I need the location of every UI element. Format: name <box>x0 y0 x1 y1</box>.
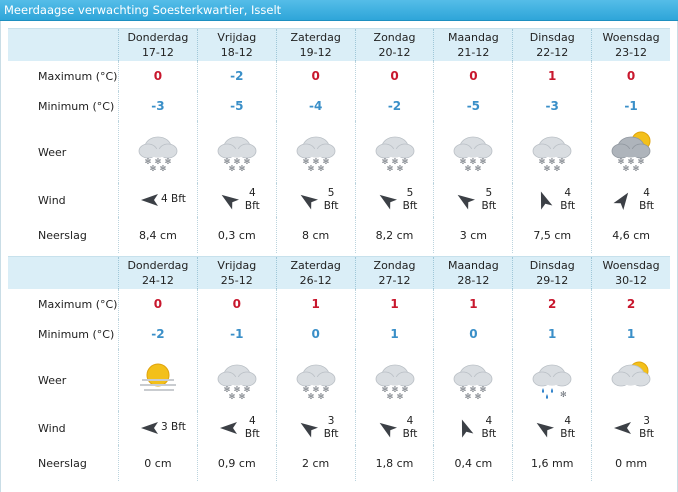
svg-text:✻: ✻ <box>396 392 403 401</box>
day-date: 24-12 <box>141 274 174 287</box>
day-header <box>591 257 670 289</box>
day-header <box>197 257 276 289</box>
wind-label: Wind <box>38 193 66 207</box>
day-name: Maandag <box>448 259 499 272</box>
weather-label: Weer <box>38 145 67 159</box>
wind-arrow-icon <box>218 417 240 439</box>
day-date: 30-12 <box>615 274 648 287</box>
svg-text:✻: ✻ <box>322 385 329 394</box>
day-name: Zaterdag <box>290 259 341 272</box>
wind-arrow-icon <box>454 189 476 211</box>
max-temp-value: 0 <box>311 69 320 83</box>
max-temp-value: 0 <box>469 69 478 83</box>
wind-force: 5 Bft <box>481 187 497 212</box>
svg-text:✻: ✻ <box>381 157 388 166</box>
svg-text:✻: ✻ <box>164 157 172 166</box>
svg-text:✻: ✻ <box>386 392 393 401</box>
svg-text:✻: ✻ <box>391 157 398 166</box>
sun-snow-icon <box>607 129 655 175</box>
max-temp-value: 0 <box>232 297 241 311</box>
min-temp-value: -3 <box>151 99 165 113</box>
svg-text:✻: ✻ <box>381 385 388 394</box>
max-temp-value: 1 <box>390 297 399 311</box>
wind-force: 4 Bft <box>560 415 576 440</box>
rain-icon <box>528 357 576 403</box>
day-header-row <box>8 256 670 289</box>
forecast-week-2 <box>8 256 670 481</box>
min-temp-value: 0 <box>311 327 320 341</box>
sun-cloud-icon <box>607 357 655 403</box>
svg-text:✻: ✻ <box>460 385 467 394</box>
min-temp-value: 0 <box>469 327 478 341</box>
svg-text:✻: ✻ <box>632 164 640 173</box>
svg-text:✻: ✻ <box>465 392 472 401</box>
snow-icon <box>213 129 261 175</box>
svg-text:✻: ✻ <box>480 157 487 166</box>
precipitation-value: 8,2 cm <box>375 228 414 242</box>
max-temp-row <box>8 289 670 319</box>
snow-icon <box>134 129 182 175</box>
day-date: 27-12 <box>378 274 411 287</box>
svg-text:✻: ✻ <box>460 157 467 166</box>
forecast-week-1 <box>8 28 670 253</box>
day-header <box>197 29 276 61</box>
wind-arrow-icon <box>533 189 555 211</box>
weather-row <box>8 349 670 411</box>
precipitation-value: 0 mm <box>615 456 648 470</box>
precipitation-value: 0,4 cm <box>454 456 493 470</box>
svg-text:✻: ✻ <box>401 157 408 166</box>
wind-arrow-icon <box>454 417 476 439</box>
wind-arrow-icon <box>139 417 161 439</box>
precipitation-value: 1,6 mm <box>531 456 574 470</box>
max-temp-value: 0 <box>626 69 636 83</box>
day-date: 18-12 <box>220 46 253 59</box>
min-temp-value: -5 <box>230 99 244 113</box>
svg-text:✻: ✻ <box>627 157 635 166</box>
min-temp-value: 1 <box>626 327 636 341</box>
wind-force: 4 Bft <box>402 415 418 440</box>
day-name: Dinsdag <box>529 259 575 272</box>
day-date: 17-12 <box>141 46 174 59</box>
svg-text:✻: ✻ <box>312 385 319 394</box>
max-temp-value: -2 <box>230 69 244 83</box>
max-temp-value: 2 <box>548 297 557 311</box>
min-temp-value: 1 <box>390 327 399 341</box>
min-temp-value: -1 <box>624 99 638 113</box>
min-temp-value: -4 <box>308 99 323 113</box>
svg-text:✻: ✻ <box>543 164 551 173</box>
day-name: Woensdag <box>602 31 660 44</box>
wind-force: 4 Bft <box>481 415 497 440</box>
svg-text:✻: ✻ <box>401 385 408 394</box>
snow-icon <box>371 129 419 175</box>
max-temp-value: 0 <box>390 69 399 83</box>
day-header <box>355 29 434 61</box>
max-temp-value: 2 <box>626 297 636 311</box>
svg-text:✻: ✻ <box>317 164 324 173</box>
precipitation-value: 1,8 cm <box>375 456 414 470</box>
svg-text:✻: ✻ <box>475 164 482 173</box>
svg-text:✻: ✻ <box>154 157 162 166</box>
svg-text:✻: ✻ <box>470 157 477 166</box>
min-temp-value: -2 <box>151 327 165 341</box>
day-name: Donderdag <box>127 259 189 272</box>
snow-icon <box>528 129 576 175</box>
svg-text:✻: ✻ <box>396 164 403 173</box>
svg-text:✻: ✻ <box>307 392 314 401</box>
svg-text:✻: ✻ <box>317 392 324 401</box>
day-header <box>355 257 434 289</box>
svg-text:✻: ✻ <box>243 385 251 394</box>
wind-arrow-icon <box>612 189 634 211</box>
wind-force: 3 Bft <box>323 415 339 440</box>
snow-icon <box>449 129 497 175</box>
svg-text:✻: ✻ <box>223 385 231 394</box>
svg-text:✻: ✻ <box>558 157 566 166</box>
min-temp-value: -2 <box>387 99 402 113</box>
wind-arrow-icon <box>297 189 319 211</box>
svg-text:✻: ✻ <box>302 157 309 166</box>
wind-force: 5 Bft <box>402 187 418 212</box>
day-name: Vrijdag <box>217 259 257 272</box>
widget-title: Meerdaagse verwachting Soesterkwartier, Isselt <box>0 0 678 21</box>
svg-text:✻: ✻ <box>228 392 236 401</box>
max-temp-value: 0 <box>153 297 163 311</box>
wind-arrow-icon <box>533 417 555 439</box>
precipitation-value: 0,3 cm <box>217 228 256 242</box>
precipitation-value: 4,6 cm <box>612 228 650 242</box>
wind-force: 4 Bft <box>560 187 576 212</box>
svg-text:✻: ✻ <box>312 157 319 166</box>
precipitation-label: Neerslag <box>38 228 87 242</box>
day-date: 29-12 <box>536 274 569 287</box>
precipitation-value: 0,9 cm <box>217 456 256 470</box>
wind-row <box>8 183 670 217</box>
precipitation-row <box>8 445 670 481</box>
wind-force: 3 Bft <box>639 415 654 440</box>
svg-text:✻: ✻ <box>223 157 231 166</box>
max-temp-value: 1 <box>548 69 557 83</box>
svg-text:✻: ✻ <box>637 157 645 166</box>
wind-arrow-icon <box>297 417 319 439</box>
svg-text:✻: ✻ <box>465 164 472 173</box>
max-temp-value: 1 <box>311 297 320 311</box>
wind-force: 4 Bft <box>639 187 654 212</box>
day-date: 22-12 <box>536 46 569 59</box>
svg-text:✻: ✻ <box>560 390 567 399</box>
snow-icon <box>292 357 340 403</box>
day-header <box>276 257 355 289</box>
snow-icon <box>371 357 419 403</box>
svg-text:✻: ✻ <box>233 385 241 394</box>
weather-row <box>8 121 670 183</box>
snow-icon <box>449 357 497 403</box>
wind-force: 5 Bft <box>323 187 339 212</box>
day-header <box>118 29 197 61</box>
precipitation-value: 8 cm <box>302 228 330 242</box>
svg-text:✻: ✻ <box>553 164 561 173</box>
wind-arrow-icon <box>376 189 398 211</box>
svg-text:✻: ✻ <box>617 157 625 166</box>
day-name: Zaterdag <box>290 31 341 44</box>
svg-text:✻: ✻ <box>548 157 556 166</box>
svg-text:✻: ✻ <box>307 164 314 173</box>
svg-text:✻: ✻ <box>322 157 329 166</box>
day-date: 26-12 <box>299 274 332 287</box>
day-date: 23-12 <box>615 46 648 59</box>
svg-text:✻: ✻ <box>233 157 241 166</box>
sun-fog-icon <box>134 357 182 403</box>
wind-force: 4 Bft <box>244 415 260 440</box>
min-temp-label: Minimum (°C) <box>38 99 115 113</box>
precipitation-value: 3 cm <box>459 228 487 242</box>
svg-text:✻: ✻ <box>622 164 630 173</box>
day-name: Vrijdag <box>217 31 257 44</box>
svg-text:✻: ✻ <box>302 385 309 394</box>
min-temp-row <box>8 319 670 349</box>
day-header <box>512 29 591 61</box>
day-header <box>591 29 670 61</box>
day-date: 20-12 <box>378 46 411 59</box>
day-date: 28-12 <box>457 274 490 287</box>
wind-row <box>8 411 670 445</box>
min-temp-value: -3 <box>545 99 559 113</box>
day-date: 19-12 <box>299 46 332 59</box>
max-temp-value: 1 <box>469 297 478 311</box>
day-header <box>433 29 512 61</box>
day-header <box>118 257 197 289</box>
svg-text:✻: ✻ <box>386 164 393 173</box>
min-temp-label: Minimum (°C) <box>38 327 115 341</box>
wind-arrow-icon <box>612 417 634 439</box>
svg-text:✻: ✻ <box>470 385 477 394</box>
svg-text:✻: ✻ <box>149 164 157 173</box>
svg-text:✻: ✻ <box>238 164 246 173</box>
precipitation-value: 8,4 cm <box>139 228 177 242</box>
snow-icon <box>292 129 340 175</box>
svg-text:✻: ✻ <box>144 157 152 166</box>
day-name: Dinsdag <box>529 31 575 44</box>
svg-text:✻: ✻ <box>538 157 546 166</box>
svg-text:✻: ✻ <box>475 392 482 401</box>
day-header <box>512 257 591 289</box>
day-name: Maandag <box>448 31 499 44</box>
min-temp-value: -1 <box>230 327 244 341</box>
day-date: 21-12 <box>457 46 490 59</box>
wind-arrow-icon <box>139 189 161 211</box>
max-temp-label: Maximum (°C) <box>38 69 118 83</box>
precipitation-value: 0 cm <box>144 456 172 470</box>
wind-arrow-icon <box>376 417 398 439</box>
svg-text:✻: ✻ <box>480 385 487 394</box>
svg-text:✻: ✻ <box>243 157 251 166</box>
snow-icon <box>213 357 261 403</box>
wind-force: 4 Bft <box>244 187 260 212</box>
day-header-row <box>8 28 670 61</box>
svg-text:✻: ✻ <box>238 392 246 401</box>
day-header <box>276 29 355 61</box>
svg-text:✻: ✻ <box>159 164 167 173</box>
wind-force: 4 Bft <box>161 193 186 205</box>
min-temp-row <box>8 91 670 121</box>
day-name: Zondag <box>373 259 416 272</box>
wind-arrow-icon <box>218 189 240 211</box>
svg-text:✻: ✻ <box>228 164 236 173</box>
day-header <box>433 257 512 289</box>
max-temp-label: Maximum (°C) <box>38 297 118 311</box>
wind-force: 3 Bft <box>161 421 186 433</box>
day-name: Donderdag <box>127 31 189 44</box>
day-name: Woensdag <box>602 259 660 272</box>
max-temp-row <box>8 61 670 91</box>
max-temp-value: 0 <box>153 69 163 83</box>
wind-label: Wind <box>38 421 66 435</box>
day-date: 25-12 <box>220 274 253 287</box>
precipitation-value: 2 cm <box>302 456 330 470</box>
precipitation-value: 7,5 cm <box>533 228 572 242</box>
weather-label: Weer <box>38 373 67 387</box>
day-name: Zondag <box>373 31 416 44</box>
min-temp-value: -5 <box>466 99 481 113</box>
precipitation-label: Neerslag <box>38 456 87 470</box>
precipitation-row <box>8 217 670 253</box>
svg-text:✻: ✻ <box>391 385 398 394</box>
min-temp-value: 1 <box>548 327 557 341</box>
